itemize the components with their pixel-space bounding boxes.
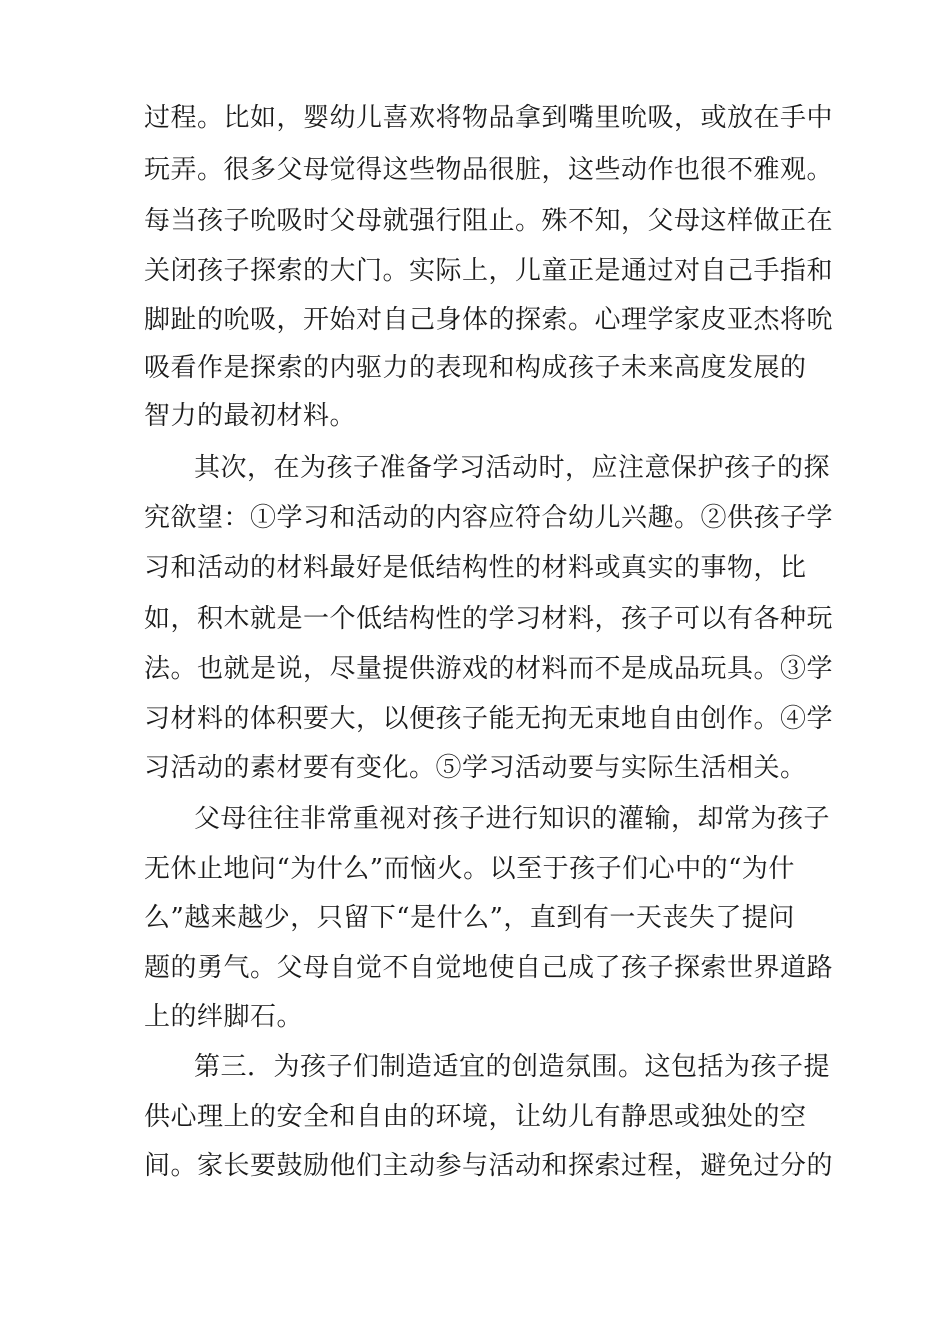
text-line: 过程。比如，婴幼儿喜欢将物品拿到嘴里吮吸，或放在手中 [144,103,834,133]
text-line: 供心理上的安全和自由的环境，让幼儿有静思或独处的空 [144,1102,807,1132]
text-line: 智力的最初材料。 [144,401,357,431]
text-line: 题的勇气。父母自觉不自觉地使自己成了孩子探索世界道路 [144,953,834,983]
text-line: 间。家长要鼓励他们主动参与活动和探索过程，避免过分的 [144,1151,834,1181]
text-line: 如，积木就是一个低结构性的学习材料，孩子可以有各种玩 [144,604,834,634]
text-line: 法。也就是说，尽量提供游戏的材料而不是成品玩具。③学 [144,654,834,684]
text-line: 究欲望：①学习和活动的内容应符合幼儿兴趣。②供孩子学 [144,503,834,533]
text-line: 关闭孩子探索的大门。实际上，儿童正是通过对自己手指和 [144,256,834,286]
paragraph-first-line: 父母往往非常重视对孩子进行知识的灌输，却常为孩子 [194,804,831,834]
text-line: 么”越来越少，只留下“是什么”，直到有一天丧失了提问 [144,903,795,933]
text-line: 上的绊脚石。 [144,1002,304,1032]
paragraph-first-line: 第三．为孩子们制造适宜的创造氛围。这包括为孩子提 [194,1052,831,1082]
text-line: 习活动的素材要有变化。⑤学习活动要与实际生活相关。 [144,753,807,783]
text-line: 每当孩子吮吸时父母就强行阻止。殊不知，父母这样做正在 [144,206,834,236]
text-line: 无休止地问“为什么”而恼火。以至于孩子们心中的“为什 [144,854,795,884]
text-line: 习和活动的材料最好是低结构性的材料或真实的事物，比 [144,553,807,583]
text-line: 吸看作是探索的内驱力的表现和构成孩子未来高度发展的 [144,353,807,383]
text-line: 习材料的体积要大，以便孩子能无拘无束地自由创作。④学 [144,704,834,734]
text-line: 玩弄。很多父母觉得这些物品很脏，这些动作也很不雅观。 [144,155,834,185]
text-line: 脚趾的吮吸，开始对自己身体的探索。心理学家皮亚杰将吮 [144,305,834,335]
paragraph-first-line: 其次，在为孩子准备学习活动时，应注意保护孩子的探 [194,453,831,483]
